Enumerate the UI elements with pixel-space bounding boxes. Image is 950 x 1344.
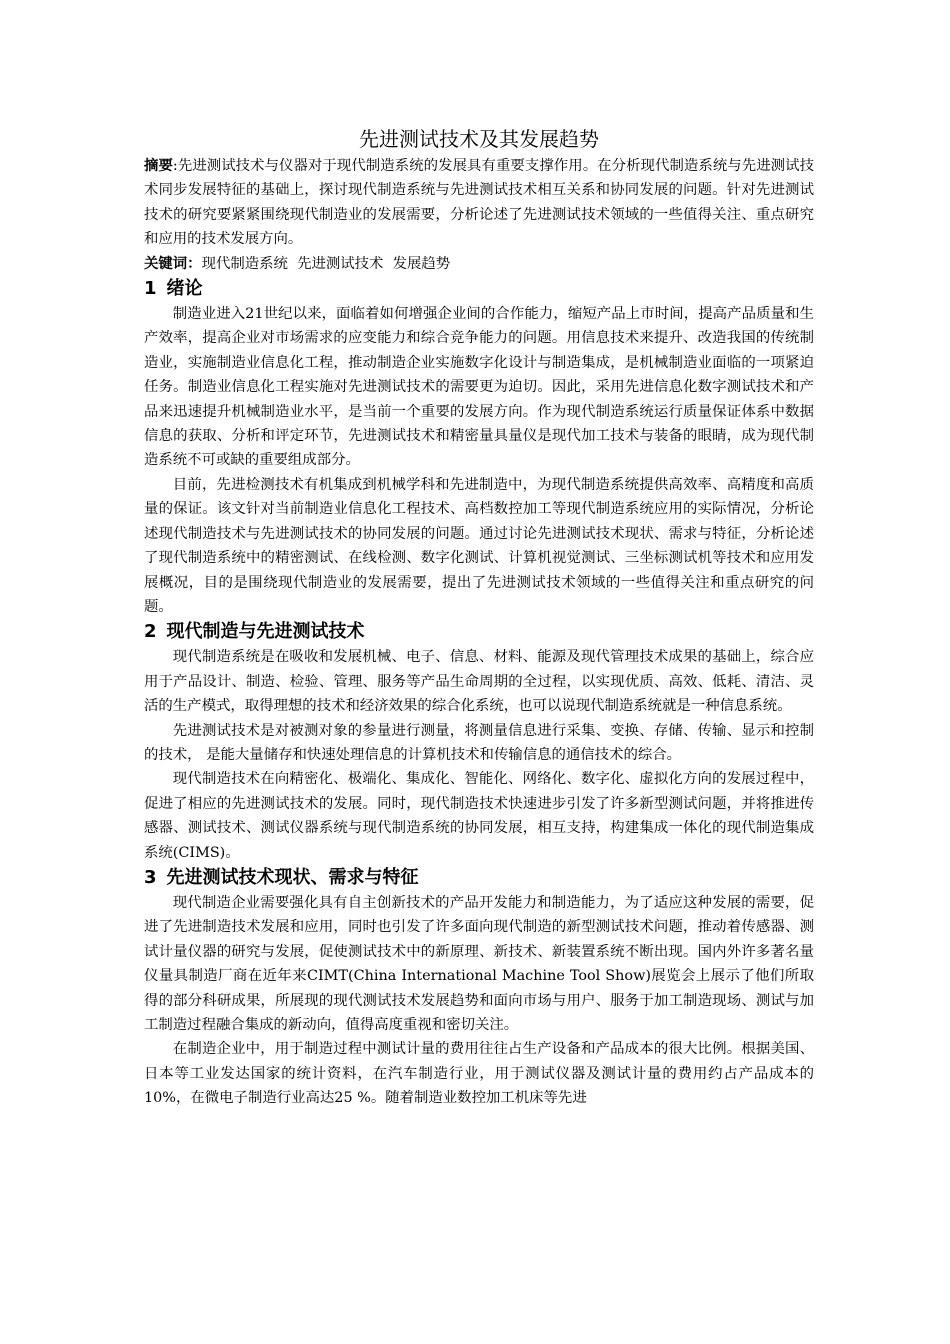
section-title: 现代制造与先进测试技术 xyxy=(166,621,365,643)
keywords-label: 关键词： xyxy=(144,255,202,272)
section-title: 先进测试技术现状、需求与特征 xyxy=(166,866,419,888)
abstract-text: :先进测试技术与仪器对于现代制造系统的发展具有重要支撑作用。在分析现代制造系统与先进测试技术同步发展特征的基础上，探讨现代制造系统与先进测试技术相互关系和协同发展的问题。针对先进测试技术的研究要紧紧围绕现代制造业的发展需要，分析论述了先进测试技术领域的一些值得关注、重点研究和应用的技术发展方向。 xyxy=(144,158,814,248)
keywords xyxy=(144,252,814,276)
section-heading-2 xyxy=(144,619,814,645)
document-title: 先进测试技术及其发展趋势 xyxy=(359,127,599,151)
paragraph: 现代制造企业需要强化具有自主创新技术的产品开发能力和制造能力，为了适应这种发展的需要，促进了先进制造技术发展和应用，同时也引发了许多面向现代制造的新型测试技术问题，推动着传感器、测试计量仪器的研究与发展，促使测试技术中的新原理、新技术、新装置系统不断出现。国内外许多著名量仪量具制造厂商在近年来CIMT(China International Machine Tool Show)展览会上展示了他们所取得的部分科研成果，所展现的现代测试技术发展趋势和面向市场与用户、服务于加工制造现场、测试与加工制造过程融合集成的新动向，值得高度重视和密切关注。 xyxy=(144,894,814,1033)
abstract xyxy=(144,154,814,252)
section-number: 2 xyxy=(144,621,157,643)
paragraph: 在制造企业中，用于制造过程中测试计量的费用往往占生产设备和产品成本的很大比例。根据美国、日本等工业发达国家的统计资料，在汽车制造行业，用于测试仪器及测试计量的费用约占产品成本的10%，在微电子制造行业高达25 %。随着制造业数控加工机床等先进 xyxy=(144,1041,814,1107)
paragraph: 制造业进入21世纪以来，面临着如何增强企业间的合作能力，缩短产品上市时间，提高产品质量和生产效率，提高企业对市场需求的应变能力和综合竞争能力的问题。用信息技术来提升、改造我国的传统制造业，实施制造业信息化工程，推动制造企业实施数字化设计与制造集成，是机械制造业面临的一项紧迫任务。制造业信息化工程实施对先进测试技术的需要更为迫切。因此，采用先进信息化数字测试技术和产品来迅速提升机械制造业水平，是当前一个重要的发展方向。作为现代制造系统运行质量保证体系中数据信息的获取、分析和评定环节，先进测试技术和精密量具量仪是现代加工技术与装备的眼睛，成为现代制造系统不可或缺的重要组成部分。 xyxy=(144,306,814,469)
section-heading-1 xyxy=(144,276,814,302)
paragraph: 目前，先进检测技术有机集成到机械学科和先进制造中，为现代制造系统提供高效率、高精度和高质量的保证。该文针对当前制造业信息化工程技术、高档数控加工等现代制造系统应用的实际情况，分析论述现代制造技术与先进测试技术的协同发展的问题。通过讨论先进测试技术现状、需求与特征，分析论述了现代制造系统中的精密测试、在线检测、数字化测试、计算机视觉测试、三坐标测试机等技术和应用发展概况，目的是围绕现代制造业的发展需要，提出了先进测试技术领域的一些值得关注和重点研究的问题。 xyxy=(144,476,814,615)
paragraph: 现代制造系统是在吸收和发展机械、电子、信息、材料、能源及现代管理技术成果的基础上，综合应用于产品设计、制造、检验、管理、服务等产品生命周期的全过程，以实现优质、高效、低耗、清洁、灵活的生产模式，取得理想的技术和经济效果的综合化系统，也可以说现代制造系统就是一种信息系统。 xyxy=(144,649,814,715)
section-number: 3 xyxy=(144,866,157,888)
abstract-label: 摘要 xyxy=(144,158,173,174)
keywords-text: 现代制造系统 先进测试技术 发展趋势 xyxy=(201,255,451,272)
document-page xyxy=(144,124,814,1111)
paragraph: 先进测试技术是对被测对象的参量进行测量，将测量信息进行采集、变换、存储、传输、显示和控制的技术， 是能大量储存和快速处理信息的计算机技术和传输信息的通信技术的综合。 xyxy=(144,722,814,763)
paragraph: 现代制造技术在向精密化、极端化、集成化、智能化、网络化、数字化、虚拟化方向的发展过程中，促进了相应的先进测试技术的发展。同时，现代制造技术快速进步引发了许多新型测试问题，并将推进传感器、测试技术、测试仪器系统与现代制造系统的协同发展，相互支持，构建集成一体化的现代制造集成系统(CIMS)。 xyxy=(144,771,814,861)
section-title: 绪论 xyxy=(166,278,203,300)
section-number: 1 xyxy=(144,278,157,300)
section-heading-3 xyxy=(144,865,814,891)
